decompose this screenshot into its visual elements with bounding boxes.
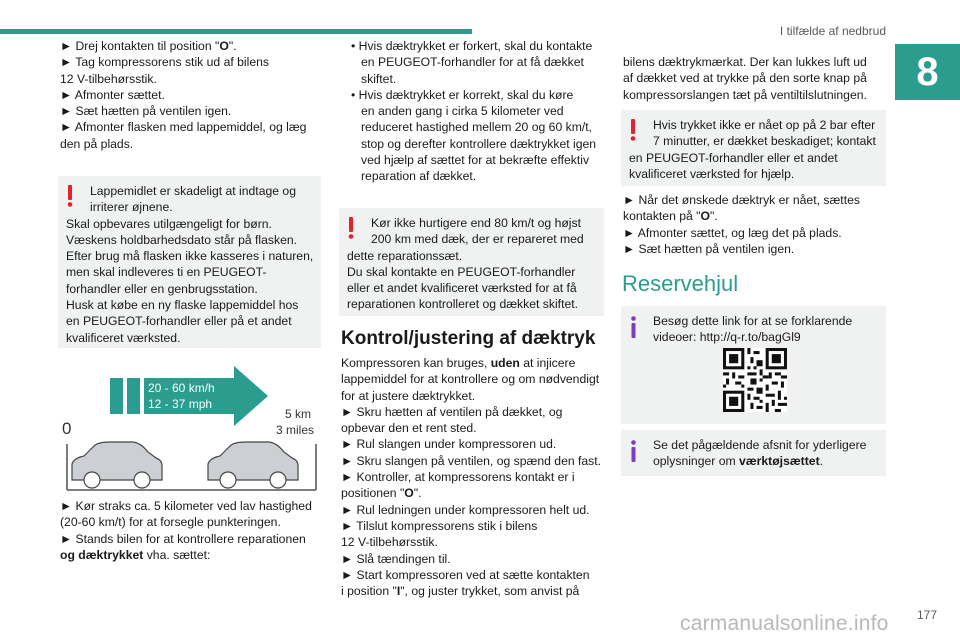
warning-box: Hvis trykket ikke er nået op på 2 bar efter 7 minutter, er dækket beskadiget; kontakt en PEUGEOT-forhandler eller et andet kvalificeret værksted for hjælp. xyxy=(621,110,886,186)
warning-icon xyxy=(67,185,73,207)
speed-kmh-label: 20 - 60 km/h xyxy=(148,381,215,395)
column-2-body: Kompressoren kan bruges, uden at injicere lappemiddel for at kontrollere og om nødvendigt for at justere dæktrykket. ► Skru hætten af ventilen på dækket, og opbevar den et rent sted. ► Rul slangen under kompressoren ud. ► Skru slangen på ventilen, og spænd den fast. ► Kontroller, at kompressorens kontakt er i positionen "O". ► Rul ledningen under kompressoren helt ud. ► Tilslut kompressorens stik i bilens 12 V-tilbehørsstik. ► Slå tændingen til. ► Start kompressoren ved at sætte kontakten i position "I", og juster trykket, som anvist på xyxy=(341,356,602,599)
warning-icon xyxy=(630,119,636,141)
car-icon-start xyxy=(72,442,162,488)
warning-box: Lappemidlet er skadeligt at indtage og irriterer øjnene. Skal opbevares utilgængeligt for børn. Væskens holdbarhedsdato står på flasken. Efter brug må flasken ikke kasseres i naturen, men skal indleveres ti en PEUGEOT- forhandler eller en genbrugsstation. Husk at købe en ny flaske lappemiddel hos en PEUGEOT-forhandler eller på et andet kvalificeret værksted. xyxy=(58,176,321,348)
step-line: ► Afmonter flasken med lappemiddel, og læg xyxy=(60,120,307,135)
page-number: 177 xyxy=(917,608,938,622)
start-label: 0 xyxy=(62,419,72,438)
watermark: carmanualsonline.info xyxy=(680,612,889,635)
section-heading: Reservehjul xyxy=(622,271,739,296)
section-heading: Kontrol/justering af dæktryk xyxy=(341,328,596,349)
info-box: Se det pågældende afsnit for yderligere oplysninger om værktøjsættet. xyxy=(621,430,886,476)
column-3: bilens dæktrykmærkat. Der kan lukkes luft ud af dækket ved at trykke på den sorte knap på kompressorslangen tæt på ventiltilslutningen. xyxy=(623,55,867,102)
list-item: • Hvis dæktrykket er forkert, skal du kontakte xyxy=(351,39,593,53)
column-1 xyxy=(60,38,325,152)
section-title: I tilfælde af nedbrud xyxy=(779,24,886,38)
speed-arrow xyxy=(144,366,268,426)
step-line: ► Sæt hætten på ventilen igen. xyxy=(60,104,232,119)
step-line: ► Drej kontakten til position "O". xyxy=(60,39,237,53)
speed-bar-1 xyxy=(110,378,123,414)
speed-mph-label: 12 - 37 mph xyxy=(148,397,213,411)
info-icon xyxy=(631,440,636,462)
info-box: Besøg dette link for at se forklarende videoer: http://q-r.to/bagGl9 xyxy=(621,306,886,424)
info-icon xyxy=(631,316,636,338)
speed-distance-diagram xyxy=(58,360,323,496)
car-icon-end xyxy=(208,442,298,488)
step-line: ► Tag kompressorens stik ud af bilens xyxy=(60,55,269,70)
column-1-bottom: ► Kør straks ca. 5 kilometer ved lav hastighed (20-60 km/t) for at forsegle punkteringen. ► Stands bilen for at kontrollere reparationen og dæktrykket vha. sættet: xyxy=(60,499,312,562)
warning-box: Kør ikke hurtigere end 80 km/t og højst 200 km med dæk, der er repareret med dette reparationssæt. Du skal kontakte en PEUGEOT-forhandler eller et andet kvalificeret værksted for at få reparationen kontrolleret og dækket skiftet. xyxy=(339,208,604,316)
warning-icon xyxy=(348,217,354,239)
step-line: 12 V-tilbehørsstik. xyxy=(60,71,157,86)
speed-bar-2 xyxy=(127,378,140,414)
step-line: den på plads. xyxy=(60,136,134,151)
qr-code-icon xyxy=(723,348,787,412)
column-2: • Hvis dæktrykket er forkert, skal du kontakte en PEUGEOT-forhandler for at få dækket skiftet. • Hvis dæktrykket er korrekt, skal du køre en anden gang i cirka 5 kilometer ved reduceret hastighed mellem 20 og 60 km/t, stop og derefter kontrollere dæktrykket igen ved hjælp af sættet for at bekræfte effektiv reparation af dækket. xyxy=(341,38,606,185)
chapter-number-badge: 8 xyxy=(895,44,960,100)
step-line: ► Afmonter sættet. xyxy=(60,87,165,102)
header-accent-bar xyxy=(0,29,472,34)
distance-km-label: 5 km xyxy=(285,407,312,421)
list-item: • Hvis dæktrykket er korrekt, skal du køre xyxy=(351,87,574,102)
distance-miles-label: 3 miles xyxy=(276,423,315,437)
column-3-steps: ► Når det ønskede dæktryk er nået, sættes kontakten på "O". ► Afmonter sættet, og læg det på plads. ► Sæt hætten på ventilen igen. xyxy=(623,193,860,256)
